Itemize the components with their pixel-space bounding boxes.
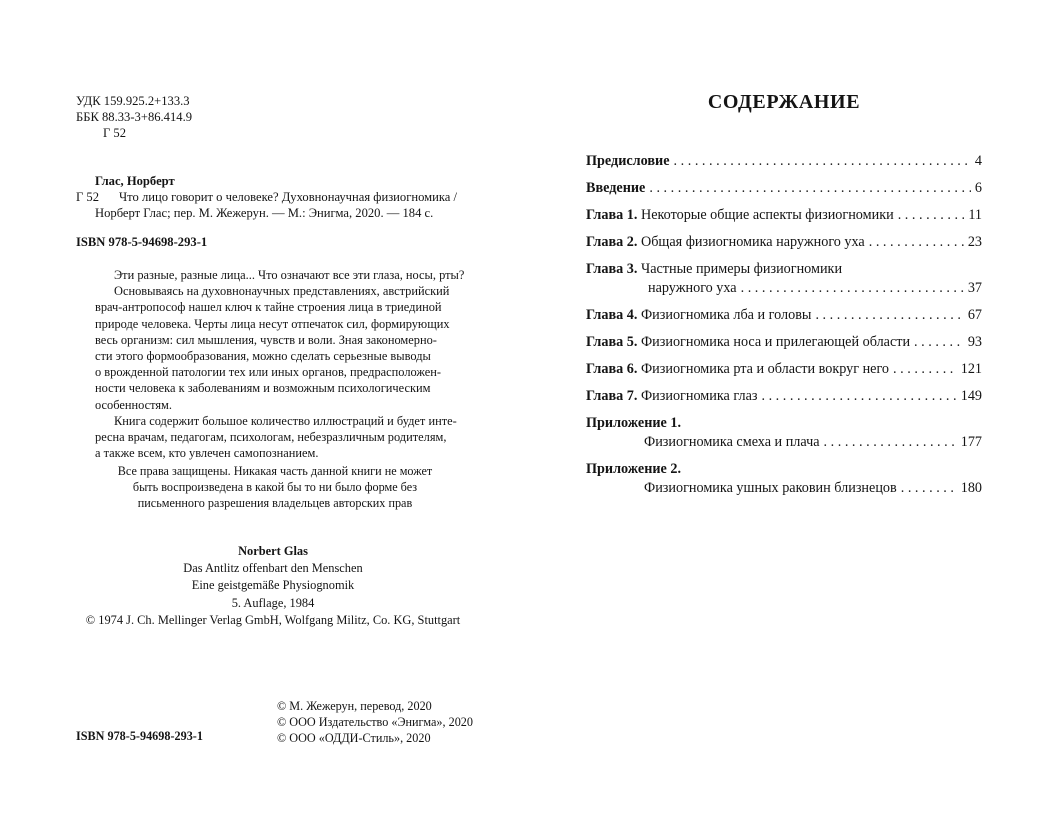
- toc-leader: [674, 153, 971, 170]
- abstract-line: ресна врачам, педагогам, психологам, небезразличным родителям,: [95, 430, 447, 445]
- toc-leader: [815, 307, 963, 324]
- isbn-bottom: ISBN 978-5-94698-293-1: [76, 729, 203, 743]
- toc-label: Глава 6.: [586, 361, 638, 377]
- author-mark: Г 52: [103, 126, 127, 140]
- author-name: Глас, Норберт: [95, 174, 175, 188]
- toc-entry[interactable]: [586, 461, 982, 499]
- abstract: [95, 267, 475, 461]
- toc-entry[interactable]: [586, 307, 982, 326]
- toc-label: Приложение 2.: [586, 461, 682, 477]
- toc-text-continued: наружного уха: [648, 280, 737, 296]
- original-author: Norbert Glas: [238, 544, 308, 558]
- toc-entry[interactable]: [586, 234, 982, 253]
- contents-page: [529, 0, 1059, 813]
- copyright-block: [277, 698, 473, 746]
- toc-entry[interactable]: [586, 415, 982, 453]
- abstract-line: ности человека к заболеваниям и возможным психологическим: [95, 381, 431, 396]
- toc-leader: [824, 434, 957, 451]
- toc-label: Глава 4.: [586, 307, 638, 323]
- contents-title: СОДЕРЖАНИЕ: [707, 91, 861, 113]
- toc-text: Физиогномика рта и области вокруг него: [640, 361, 890, 377]
- author-mark-inline: Г 52: [76, 190, 100, 204]
- toc-label: Глава 2.: [586, 234, 638, 250]
- toc-text: Частные примеры физиогномики: [640, 261, 843, 277]
- isbn: ISBN 978-5-94698-293-1: [76, 235, 208, 249]
- toc-leader: [741, 280, 964, 297]
- toc-text: Физиогномика носа и прилегающей области: [640, 334, 911, 350]
- original-title: Das Antlitz offenbart den Menschen: [183, 561, 363, 576]
- toc-entry[interactable]: [586, 261, 982, 299]
- toc-label: Приложение 1.: [586, 415, 682, 431]
- toc-text: Некоторые общие аспекты физиогномики: [640, 207, 894, 223]
- rights-line: быть воспроизведена в какой бы то ни было форме без: [132, 480, 418, 495]
- toc-page: 67: [967, 307, 982, 323]
- rights-notice: [80, 463, 470, 512]
- abstract-line: сти этого формообразования, можно сделать серьезные выводы: [95, 349, 431, 364]
- original-subtitle: Eine geistgemäße Physiognomik: [191, 578, 355, 593]
- toc-leader: [893, 361, 957, 378]
- toc-text: Физиогномика ушных раковин близнецов: [644, 480, 897, 496]
- rights-line: письменного разрешения владельцев авторских прав: [137, 496, 413, 511]
- bib-line-1: Что лицо говорит о человеке? Духовнонаучная физиогномика /: [119, 190, 458, 204]
- abstract-line: весь организм: сил мышления, чувств и воли. Зная закономерно-: [95, 332, 437, 347]
- imprint-page: [0, 0, 529, 813]
- original-edition-line: 5. Auflage, 1984: [231, 595, 315, 610]
- original-edition: [40, 543, 506, 629]
- toc-page: 149: [960, 388, 982, 404]
- toc-page: 180: [960, 480, 982, 496]
- toc-text: Физиогномика лба и головы: [640, 307, 812, 323]
- toc-leader: [901, 480, 957, 497]
- abstract-line: особенностям.: [95, 397, 172, 412]
- abstract-line: о врожденной патологии тех или иных органов, предрасположен-: [95, 365, 442, 380]
- toc-entry[interactable]: [586, 180, 982, 199]
- abstract-line: врач-антропософ нашел ключ к тайне строения лица в триединой: [95, 300, 442, 315]
- toc-label: Глава 3.: [586, 261, 638, 277]
- bibliographic-record: [76, 173, 458, 221]
- toc-entry[interactable]: [586, 207, 982, 226]
- toc-label: Глава 7.: [586, 388, 638, 404]
- copyright-line: © М. Жежерун, перевод, 2020: [277, 699, 432, 713]
- toc-page: 6: [974, 180, 982, 196]
- toc-leader: [914, 334, 964, 351]
- toc-text: Физиогномика смеха и плача: [644, 434, 820, 450]
- toc-page: 11: [968, 207, 982, 223]
- toc-leader: [649, 180, 971, 197]
- classification-block: [76, 93, 192, 141]
- toc-label: Предисловие: [586, 153, 670, 169]
- toc-text: Физиогномика глаз: [640, 388, 758, 404]
- abstract-line: Книга содержит большое количество иллюстраций и будет инте-: [114, 413, 457, 428]
- toc-page: 177: [960, 434, 982, 450]
- copyright-line: © ООО «ОДДИ-Стиль», 2020: [277, 731, 431, 745]
- table-of-contents: [586, 153, 982, 499]
- toc-text: Общая физиогномика наружного уха: [640, 234, 865, 250]
- toc-label: Глава 5.: [586, 334, 638, 350]
- original-copyright: © 1974 J. Ch. Mellinger Verlag GmbH, Wolfgang Militz, Co. KG, Stuttgart: [85, 612, 461, 627]
- toc-entry[interactable]: [586, 361, 982, 380]
- bib-line-2: Норберт Глас; пер. М. Жежерун. — М.: Энигма, 2020. — 184 с.: [95, 206, 434, 220]
- toc-page: 23: [967, 234, 982, 250]
- toc-page: 37: [967, 280, 982, 296]
- toc-label: Глава 1.: [586, 207, 638, 223]
- toc-leader: [898, 207, 965, 224]
- abstract-line: Основываясь на духовнонаучных представлениях, австрийский: [114, 284, 450, 299]
- toc-page: 4: [974, 153, 982, 169]
- toc-page: 93: [967, 334, 982, 350]
- toc-entry[interactable]: [586, 153, 982, 172]
- toc-label: Введение: [586, 180, 646, 196]
- toc-leader: [761, 388, 956, 405]
- toc-entry[interactable]: [586, 388, 982, 407]
- rights-line: Все права защищены. Никакая часть данной книги не может: [117, 464, 433, 478]
- abstract-line: а также всем, кто увлечен самопознанием.: [95, 446, 319, 461]
- udk-line: УДК 159.925.2+133.3: [76, 94, 190, 108]
- copyright-line: © ООО Издательство «Энигма», 2020: [277, 715, 473, 729]
- toc-page: 121: [960, 361, 982, 377]
- abstract-line: Эти разные, разные лица... Что означают все эти глаза, носы, рты?: [114, 268, 465, 282]
- abstract-line: природе человека. Черты лица несут отпечаток сил, формирующих: [95, 316, 450, 331]
- toc-entry[interactable]: [586, 334, 982, 353]
- bbk-line: ББК 88.33-3+86.414.9: [76, 110, 193, 124]
- toc-leader: [869, 234, 964, 251]
